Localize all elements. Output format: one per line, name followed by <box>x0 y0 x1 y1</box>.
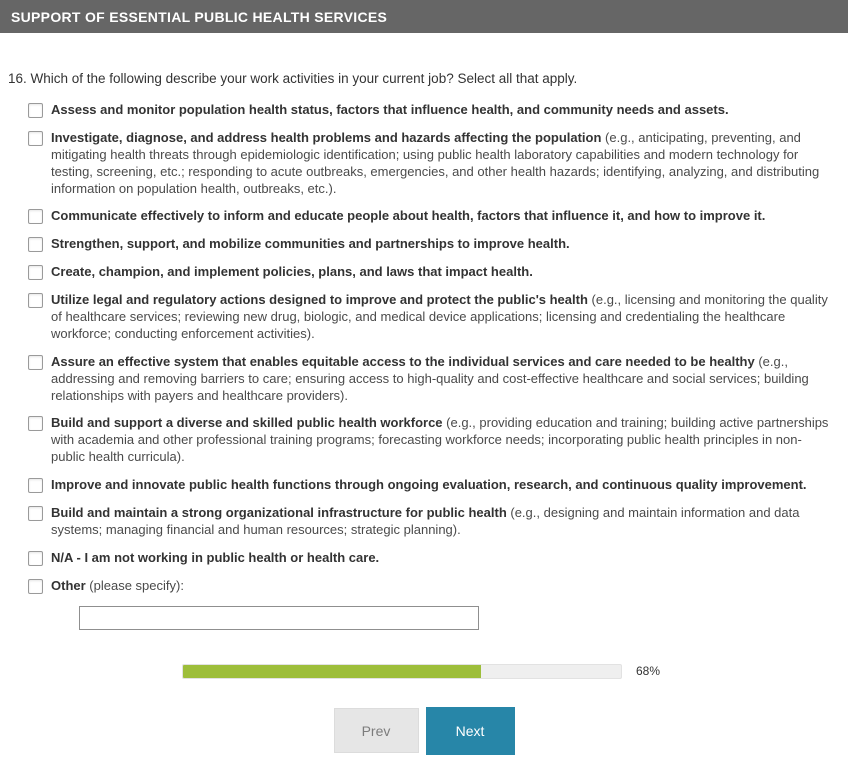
option-text-bold: Communicate effectively to inform and educate people about health, factors that influence it, and how to improve it. <box>51 208 766 224</box>
prev-button[interactable]: Prev <box>334 708 419 753</box>
option-label[interactable] <box>51 550 379 567</box>
question-text: 16. Which of the following describe your work activities in your current job? Select all that apply. <box>8 71 578 86</box>
progress-percent-label: 68% <box>636 664 661 679</box>
option-label[interactable] <box>51 102 729 119</box>
app-header <box>0 0 848 33</box>
option-label[interactable] <box>51 264 533 281</box>
checkbox-option-other <box>28 578 830 595</box>
option-text-bold: Other <box>51 577 86 593</box>
checkbox[interactable] <box>28 209 43 224</box>
options-list <box>28 102 830 630</box>
option-text-regular: (e.g., anticipating, preventing, and mitigating health threats through epidemiologic identification; using public health laboratory capabilities and modern technology for testing, screening, etc.; responding to acute outbreaks, emergencies, and other health hazards; identifying, analyzing, and distributing information on population health, outbreaks, etc.). <box>51 129 820 196</box>
checkbox-option <box>28 236 830 253</box>
progress-row <box>182 664 848 679</box>
checkbox-option <box>28 130 830 198</box>
option-text-bold: Build and support a diverse and skilled public health workforce <box>51 415 443 431</box>
checkbox-option <box>28 354 830 405</box>
checkbox-option <box>28 505 830 539</box>
checkbox[interactable] <box>28 579 43 594</box>
option-text-regular: (e.g., providing education and training; building active partnerships with academia and other professional training programs; forecasting workforce needs; incorporating public health principles in non-public health curricula). <box>51 415 829 465</box>
page-title: SUPPORT OF ESSENTIAL PUBLIC HEALTH SERVICES <box>11 9 388 25</box>
nav-buttons <box>0 707 848 755</box>
checkbox-option <box>28 102 830 119</box>
checkbox[interactable] <box>28 103 43 118</box>
option-label[interactable] <box>51 208 765 225</box>
option-label[interactable] <box>51 578 184 595</box>
checkbox[interactable] <box>28 478 43 493</box>
option-text-bold: Strengthen, support, and mobilize communities and partnerships to improve health. <box>51 236 570 252</box>
option-text-regular: (e.g., addressing and removing barriers to care; ensuring access to high-quality and cost-effective healthcare and social services; building relationships with payers and healthcare providers). <box>51 353 809 403</box>
option-text-bold: Investigate, diagnose, and address health problems and hazards affecting the population <box>51 129 602 145</box>
option-label[interactable] <box>51 130 830 198</box>
checkbox[interactable] <box>28 293 43 308</box>
progress-fill <box>183 665 481 678</box>
option-text-bold: Assure an effective system that enables equitable access to the individual services and care needed to be healthy <box>51 353 755 369</box>
checkbox[interactable] <box>28 506 43 521</box>
option-text-bold: Improve and innovate public health functions through ongoing evaluation, research, and continuous quality improvement. <box>51 477 807 493</box>
option-label[interactable] <box>51 415 830 466</box>
option-text-bold: Assess and monitor population health status, factors that influence health, and community needs and assets. <box>51 102 729 117</box>
checkbox-option <box>28 264 830 281</box>
checkbox-option <box>28 415 830 466</box>
checkbox-option <box>28 550 830 567</box>
option-text-regular: (please specify): <box>85 577 184 593</box>
checkbox[interactable] <box>28 551 43 566</box>
checkbox-option <box>28 477 830 494</box>
checkbox-option <box>28 292 830 343</box>
option-text-bold: Utilize legal and regulatory actions designed to improve and protect the public's health <box>51 292 588 308</box>
option-label[interactable] <box>51 505 830 539</box>
option-text-regular: (e.g., licensing and monitoring the quality of healthcare services; reviewing new drug, biologic, and medical device applications; licensing and credentialing the healthcare workforce; conducting enforcement activities). <box>51 292 828 341</box>
checkbox-option <box>28 208 830 225</box>
option-text-bold: Build and maintain a strong organizational infrastructure for public health <box>51 505 507 521</box>
option-text-regular: (e.g., designing and maintain information and data systems; managing financial and human resources; strategic planning). <box>51 505 800 537</box>
checkbox[interactable] <box>28 131 43 146</box>
option-label[interactable] <box>51 292 830 343</box>
option-text-bold: Create, champion, and implement policies, plans, and laws that impact health. <box>51 264 533 280</box>
progress-bar <box>182 664 622 679</box>
other-specify-input[interactable] <box>79 606 479 630</box>
checkbox[interactable] <box>28 416 43 431</box>
next-button[interactable]: Next <box>426 707 515 755</box>
option-label[interactable] <box>51 354 830 405</box>
checkbox[interactable] <box>28 265 43 280</box>
option-text-bold: N/A - I am not working in public health or health care. <box>51 549 380 565</box>
checkbox[interactable] <box>28 355 43 370</box>
option-label[interactable] <box>51 477 807 494</box>
option-label[interactable] <box>51 236 570 253</box>
checkbox[interactable] <box>28 237 43 252</box>
